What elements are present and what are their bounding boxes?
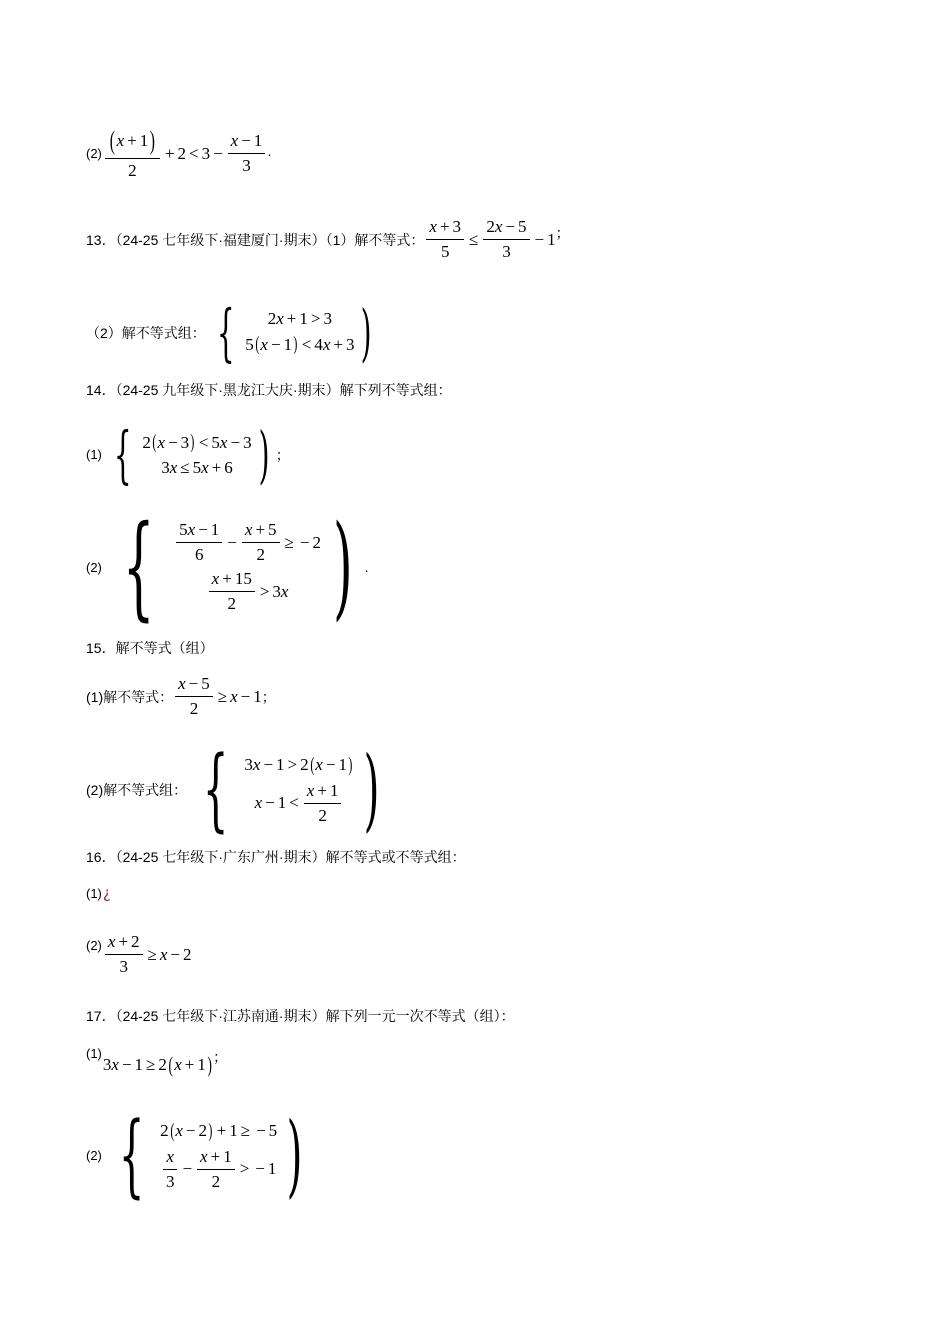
unrendered-glyph: ¿	[102, 884, 111, 902]
part-label: (2)	[86, 1148, 102, 1163]
part-label: (2)解不等式组：	[86, 781, 188, 798]
math-expression: x − 5 2 ≥ x − 1	[173, 674, 262, 719]
math-expression: x + 3 5 ≤ 2 x − 5 3 − 1	[424, 217, 555, 262]
math-expression: x + 2 3 ≥ x − 2	[103, 932, 192, 977]
math-expression: 3 x − 1 ≥ 2 ( x + 1 )	[102, 1052, 212, 1077]
problem-13-part-2	[86, 296, 379, 369]
punctuation: ；	[213, 1049, 228, 1065]
part-label: (1)解不等式：	[86, 688, 174, 705]
problem-12-part-2	[86, 126, 272, 181]
inequality-system: { 2 x + 1 > 3 5 ( x − 1 ) < 4 x + 3 )	[216, 296, 373, 369]
punctuation: ·	[267, 145, 272, 162]
problem-14-intro: 14．（24-25 九年级下·黑龙江大庆·期末）解下列不等式组：	[86, 382, 452, 398]
part-label: (2)	[86, 938, 102, 953]
punctuation: ；	[261, 688, 276, 705]
punctuation: .	[364, 559, 369, 575]
problem-15-intro: 15．解不等式（组）	[86, 640, 214, 656]
part-label: (1)	[86, 885, 102, 901]
punctuation: ；	[275, 446, 290, 463]
problem-17-intro: 17．（24-25 七年级下·江苏南通·期末）解下列一元一次不等式（组）：	[86, 1008, 515, 1024]
problem-17-part-1	[86, 1044, 227, 1078]
part-label: (1)	[86, 1045, 102, 1061]
part-label: (2)	[86, 146, 102, 161]
problem-15-part-2	[86, 737, 389, 842]
problem-13	[86, 217, 570, 262]
problem-17-part-2	[86, 1103, 312, 1208]
problem-15-part-1	[86, 674, 276, 719]
math-expression: ( x + 1 ) 2 + 2 < 3 − x − 1 3	[103, 126, 267, 181]
part-label: (2)	[86, 559, 102, 575]
problem-13-part-2-intro: （2）解不等式组：	[86, 324, 206, 341]
punctuation: ；	[555, 224, 570, 241]
part-label: (1)	[86, 447, 102, 462]
problem-16-part-1	[86, 884, 111, 902]
inequality-system: { 2 ( x − 3 ) < 5 x − 3 3 x ≤ 5 x + 6 )	[113, 418, 270, 491]
problem-14-part-2	[86, 502, 369, 632]
inequality-system: { 3 x − 1 > 2 ( x − 1 ) x − 1 < x + 1 2 )	[202, 737, 380, 842]
problem-13-intro: 13．（24-25 七年级下·福建厦门·期末）（1）解不等式：	[86, 231, 425, 248]
problem-16-part-2	[86, 932, 192, 977]
inequality-system: { 2 ( x − 2 ) + 1 ≥ − 5 $\frac{x}{3}$ − x + 1 2 > − 1 )	[118, 1103, 303, 1208]
problem-14-part-1	[86, 418, 290, 491]
problem-16-intro: 16．（24-25 七年级下·广东广州·期末）解不等式或不等式组：	[86, 849, 466, 865]
inequality-system: { 5 x − 1 6 − x + 5 2 ≥ − 2 x + 15 2 > 3 x )	[122, 502, 353, 632]
